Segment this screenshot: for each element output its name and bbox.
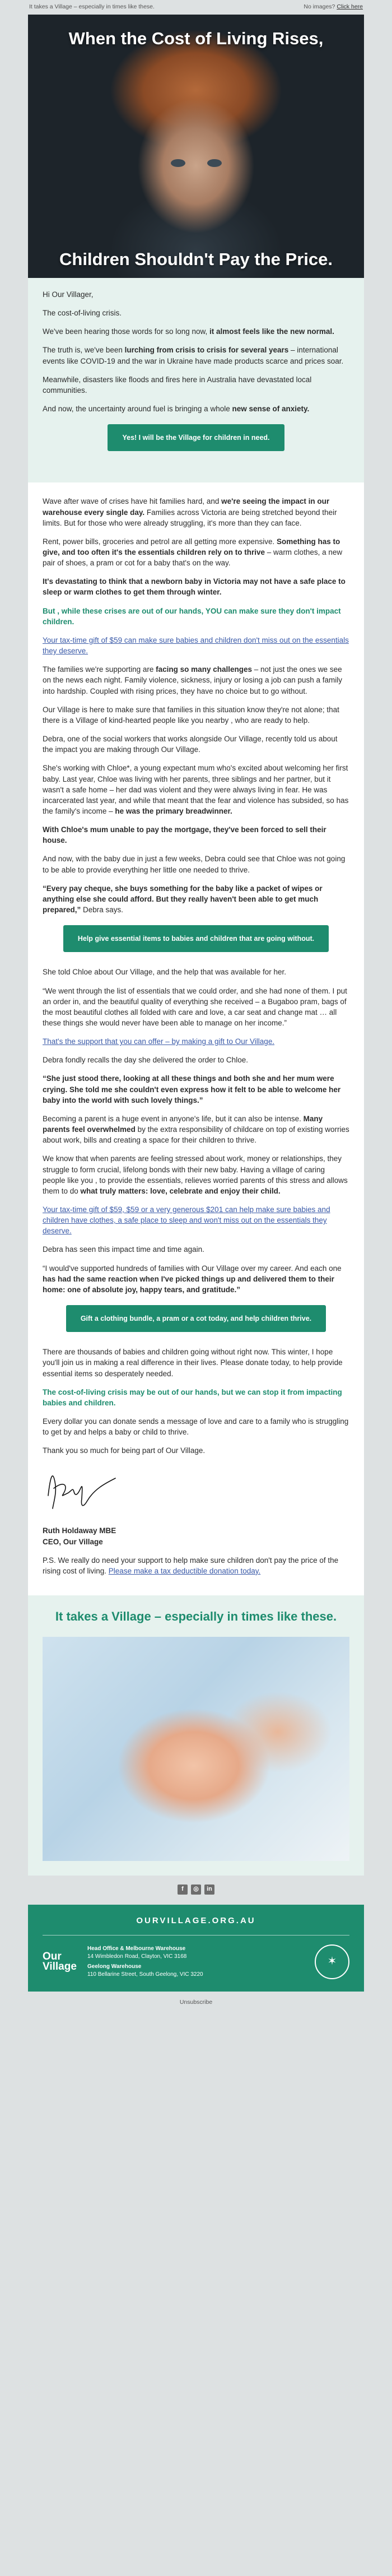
geelong-title: Geelong Warehouse [87, 1963, 142, 1970]
hero-banner[interactable] [28, 15, 364, 278]
body-p24: Thank you so much for being part of Our Village. [43, 1446, 206, 1455]
facebook-icon[interactable]: f [178, 1885, 188, 1895]
text: And now, the uncertainty around fuel is bringing a whole [43, 405, 232, 414]
body-p2 [43, 536, 349, 568]
sleeping-baby-photo [43, 1637, 349, 1861]
office-address: 14 Wimbledon Road, Clayton, VIC 3168 [87, 1953, 187, 1960]
cta-row [43, 424, 349, 451]
text: – international events like COVID-19 and the war in Ukraine have made products scarce and prices soar. [43, 346, 344, 365]
tax-time-gift-link[interactable]: Your tax-time gift of $59, $59 or a very generous $201 can help make sure babies and children have clothes, a safe place to sleep and won't miss out on the essentials they deserve. [43, 1205, 330, 1236]
our-village-logo [43, 1952, 82, 1972]
emphasis: Something has to give, and too often it's the essentials children rely on to thrive [43, 537, 340, 556]
sig-name: Ruth Holdaway MBE [43, 1526, 116, 1535]
body-p18 [43, 1204, 349, 1236]
charity-seal-icon: ✶ [315, 1944, 349, 1979]
emphasis: Many parents feel overwhelmed [43, 1114, 323, 1134]
signature [43, 1465, 349, 1515]
body-p3 [43, 576, 349, 597]
emphasis: new sense of anxiety. [232, 405, 310, 414]
body-p23: Every dollar you can donate sends a message of love and care to a family who is struggling to get by and helps a baby or child to thrive. [43, 1417, 349, 1437]
body-p8: Debra, one of the social workers that works alongside Our Village, recently told us about the impact you are making through Our Village. [43, 735, 338, 754]
text: Wave after wave of crises have hit families hard, and [43, 497, 222, 506]
email-container [28, 0, 364, 2013]
debra-quote-2 [43, 1073, 349, 1105]
village-cta-button[interactable]: Yes! I will be the Village for children in need. [108, 424, 284, 451]
logo-line-2: Village [43, 1960, 77, 1972]
view-online [304, 3, 363, 11]
text: “I would've supported hundreds of families with Our Village over my career. And each one [43, 1264, 342, 1273]
emphasis: we're seeing the impact in our warehouse every single day. [43, 497, 330, 517]
body-p19: Debra has seen this impact time and time again. [43, 1245, 204, 1254]
gift-bundle-cta-button[interactable]: Gift a clothing bundle, a pram or a cot today, and help children thrive. [66, 1305, 326, 1332]
no-images-text: No images? [304, 3, 335, 11]
sig-title: CEO, Our Village [43, 1537, 103, 1546]
text: We've been hearing those words for so long now, [43, 327, 210, 336]
geelong-address: 110 Bellarine Street, South Geelong, VIC 3220 [87, 1971, 203, 1978]
hero-child-photo [171, 159, 185, 167]
emphasis: what truly matters: love, celebrate and enjoy their child. [80, 1186, 281, 1195]
emphasis: It's devastating to think that a newborn baby in Victoria may not have a safe place to sleep or warm clothes to get them through winter. [43, 577, 346, 597]
logo-line-1: Our [43, 1950, 62, 1962]
text: P.S. We really do need your support to help make sure children don't pay the price of the rising cost of living. [43, 1556, 339, 1575]
emphasis: it almost feels like the new normal. [209, 327, 334, 336]
text: Becoming a parent is a huge event in anyone's life, but it can also be intense. [43, 1114, 304, 1123]
body-p17 [43, 1153, 349, 1196]
body-p14 [43, 1036, 349, 1047]
text: The families we're supporting are [43, 665, 156, 674]
intro-p5 [43, 403, 349, 414]
letter-body [28, 482, 364, 1595]
debra-quote-3 [43, 1263, 349, 1295]
debra-quote-1 [43, 883, 349, 915]
quote: “She just stood there, looking at all these things and both she and her mum were crying. She told me she couldn't even express how it felt to be able to welcome her baby into the world with such lovely things.” [43, 1074, 341, 1104]
body-p10 [43, 824, 349, 846]
hero-child-photo-eye [207, 159, 222, 167]
body-p5 [43, 635, 349, 656]
footer-row [43, 1944, 349, 1979]
body-p1 [43, 496, 349, 528]
emphasis: lurching from crisis to crisis for several years [124, 346, 289, 355]
body-p15: Debra fondly recalls the day she delivered the order to Chloe. [43, 1056, 248, 1065]
text: Families across Victoria are being stretched beyond their limits. But for those who were already struggling, it's more than they can face. [43, 508, 337, 527]
text: – not just the ones we see on the news each night. Family violence, sickness, injury or losing a job can push a family into hardship. Coupled with rising prices, they have no choice but to go without. [43, 665, 343, 695]
unsubscribe-link[interactable]: Unsubscribe [179, 1998, 213, 2006]
body-p11: And now, with the baby due in just a few weeks, Debra could see that Chloe was not going to be able to provide everything her little one needed to thrive. [43, 855, 346, 874]
body-p13: “We went through the list of essentials that we could order, and she had none of them. I put an order in, and the beautiful quality of everything she received – a Bugaboo pram, bags of the most beautiful clothes all folded with care and love, a car seat and change mat … all these things she would never have been able to manage on her income.” [43, 986, 347, 1027]
essential-items-cta-button[interactable]: Help give essential items to babies and children that are going without. [63, 925, 329, 952]
body-p21: There are thousands of babies and children going without right now. This winter, I hope you'll join us in making a real difference in their lives. Please donate today, to help provide essential items so desperately needed. [43, 1348, 343, 1378]
emphasis: has had the same reaction when I've picked things up and delivered them to their home: one of absolute joy, happy tears, and gratitude.” [43, 1274, 334, 1294]
gift-link[interactable]: – by making a gift to Our Village. [163, 1037, 275, 1046]
greeting: Hi Our Villager, [43, 290, 94, 299]
intro-p1: The cost-of-living crisis. [43, 309, 122, 318]
text: Rent, power bills, groceries and petrol are all getting more expensive. [43, 537, 277, 546]
support-link[interactable]: That's the support that you can offer [43, 1037, 164, 1046]
linkedin-icon[interactable]: in [204, 1885, 214, 1895]
text: – warm clothes, a new pair of shoes, a pram or cot for a baby that's on the way. [43, 548, 343, 568]
text: by the extra responsibility of childcare on top of existing worries about work, bills and creating a space for their children to thrive. [43, 1125, 349, 1145]
hero-headline-top: When the Cost of Living Rises, [68, 29, 324, 48]
body-p4: But , while these crises are out of our hands, YOU can make sure they don't impact children. [43, 606, 341, 626]
office-title: Head Office & Melbourne Warehouse [87, 1945, 186, 1952]
website-link[interactable]: OURVILLAGE.ORG.AU [43, 1915, 349, 1936]
cta-row-2 [43, 925, 349, 952]
tax-gift-link[interactable]: Your tax-time gift of $59 can make sure babies and children don't miss out on the essentials they deserve. [43, 635, 349, 656]
emphasis: With Chloe's mum unable to pay the mortgage, they've been forced to sell their house. [43, 825, 326, 845]
body-p6 [43, 664, 349, 696]
body-p16 [43, 1113, 349, 1145]
intro-p4: Meanwhile, disasters like floods and fires here in Australia have devastated local communities. [43, 375, 312, 394]
click-here-link[interactable]: Click here [337, 3, 363, 11]
signature-icon [43, 1465, 121, 1515]
signature-block [43, 1525, 349, 1547]
hero-headline-bottom: Children Shouldn't Pay the Price. [59, 249, 333, 269]
text: We know that when parents are feeling stressed about work, money or relationships, they struggle to form crucial, lifelong bonds with their new baby. Having a village of caring people like you , to provide the essentials, relieves worried parents of this stress and allows them to do [43, 1154, 348, 1195]
addresses [82, 1945, 315, 1979]
instagram-icon[interactable]: ◎ [191, 1885, 201, 1895]
preheader [28, 0, 364, 15]
quote: “Every pay cheque, she buys something for the baby like a packet of wipes or anything else she could afford. But they really haven't been able to get much prepared,” [43, 884, 323, 915]
emphasis: he was the primary breadwinner. [115, 806, 232, 815]
body-p7: Our Village is here to make sure that families in this situation know they're not alone; that there is a Village of kind-hearted people like you nearby , who are ready to help. [43, 705, 339, 725]
preheader-text: It takes a Village – especially in times like these. [29, 3, 155, 11]
cta-row-3 [43, 1305, 349, 1332]
intro-p2 [43, 326, 349, 337]
intro-section [28, 278, 364, 482]
text: She's working with Chloe*, a young expectant mum who's excited about welcoming her first baby. Last year, Chloe was living with her parents, three siblings and her partner, but it wasn't a safe home – her dad was violent and they were always living in fear. He was incarcerated last year, and while that meant that the fear and violence has subsided, so has the family's income – [43, 764, 349, 815]
emphasis: facing so many challenges [156, 665, 252, 674]
ps-donate-link[interactable]: Please make a tax deductible donation today. [108, 1566, 261, 1575]
body-p9 [43, 763, 349, 816]
body-p12: She told Chloe about Our Village, and the help that was available for her. [43, 968, 287, 977]
text: The truth is, we've been [43, 346, 125, 355]
intro-p3 [43, 345, 349, 366]
social-links [28, 1876, 364, 1905]
closing-headline: It takes a Village – especially in times like these. [55, 1609, 337, 1624]
body-p22: The cost-of-living crisis may be out of our hands, but we can stop it from impacting babies and children. [43, 1387, 342, 1407]
postscript [43, 1555, 349, 1576]
closing-section [28, 1595, 364, 1876]
attribution: Debra says. [81, 906, 124, 915]
footer [28, 1905, 364, 1992]
